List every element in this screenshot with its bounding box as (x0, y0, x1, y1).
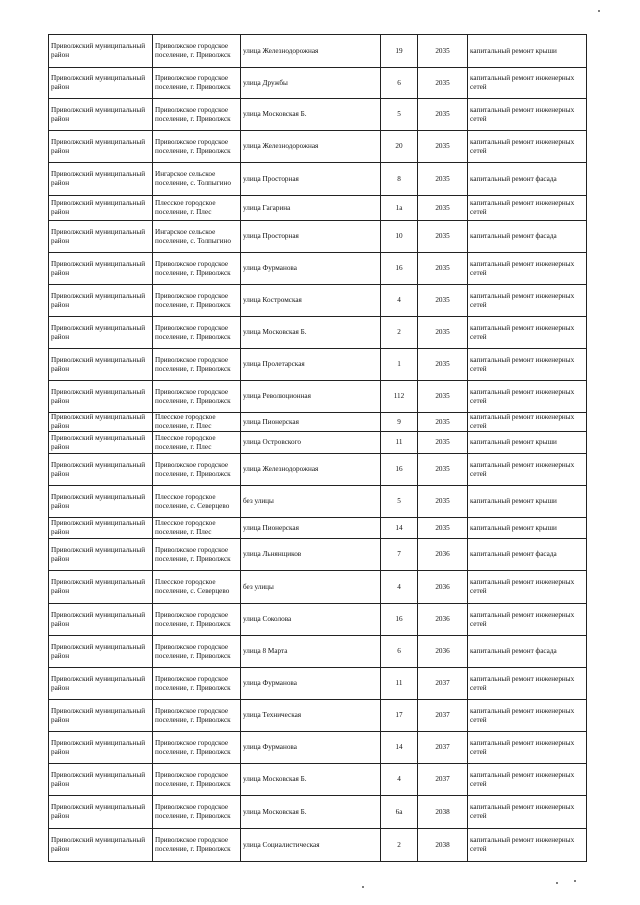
district-cell: Приволжский муниципальный район (49, 571, 153, 604)
year-cell: 2036 (418, 539, 468, 571)
settlement-cell: Приволжское городское поселение, г. Приволжск (153, 381, 241, 413)
year-cell: 2035 (418, 432, 468, 454)
house-number-cell: 6 (381, 68, 418, 99)
street-cell: улица Пионерская (241, 413, 381, 432)
street-cell: без улицы (241, 571, 381, 604)
work-type-cell: капитальный ремонт инженерных сетей (468, 68, 587, 99)
settlement-cell: Приволжское городское поселение, г. Приволжск (153, 668, 241, 700)
settlement-cell: Приволжское городское поселение, г. Приволжск (153, 829, 241, 862)
house-number-cell: 2 (381, 317, 418, 349)
district-cell: Приволжский муниципальный район (49, 413, 153, 432)
settlement-cell: Приволжское городское поселение, г. Приволжск (153, 732, 241, 764)
street-cell: без улицы (241, 486, 381, 518)
table-row (49, 221, 587, 253)
house-number-cell: 5 (381, 99, 418, 131)
work-type-cell: капитальный ремонт крыши (468, 35, 587, 68)
street-cell: улица Техническая (241, 700, 381, 732)
year-cell: 2036 (418, 636, 468, 668)
table-row (49, 732, 587, 764)
year-cell: 2038 (418, 829, 468, 862)
work-type-cell: капитальный ремонт инженерных сетей (468, 99, 587, 131)
district-cell: Приволжский муниципальный район (49, 317, 153, 349)
house-number-cell: 6 (381, 636, 418, 668)
settlement-cell: Плесское городское поселение, г. Плес (153, 518, 241, 539)
settlement-cell: Приволжское городское поселение, г. Приволжск (153, 35, 241, 68)
street-cell: улица Революционная (241, 381, 381, 413)
settlement-cell: Приволжское городское поселение, г. Приволжск (153, 700, 241, 732)
table-row (49, 163, 587, 196)
street-cell: улица Железнодорожная (241, 131, 381, 163)
district-cell: Приволжский муниципальный район (49, 196, 153, 221)
street-cell: улица Железнодорожная (241, 454, 381, 486)
table-row (49, 486, 587, 518)
district-cell: Приволжский муниципальный район (49, 221, 153, 253)
district-cell: Приволжский муниципальный район (49, 636, 153, 668)
table-row (49, 796, 587, 829)
house-number-cell: 16 (381, 454, 418, 486)
house-number-cell: 17 (381, 700, 418, 732)
year-cell: 2035 (418, 99, 468, 131)
work-type-cell: капитальный ремонт фасада (468, 221, 587, 253)
house-number-cell: 16 (381, 604, 418, 636)
scan-speck (362, 886, 364, 888)
district-cell: Приволжский муниципальный район (49, 796, 153, 829)
work-type-cell: капитальный ремонт фасада (468, 163, 587, 196)
house-number-cell: 14 (381, 732, 418, 764)
district-cell: Приволжский муниципальный район (49, 35, 153, 68)
street-cell: улица Островского (241, 432, 381, 454)
year-cell: 2036 (418, 571, 468, 604)
work-type-cell: капитальный ремонт инженерных сетей (468, 131, 587, 163)
work-type-cell: капитальный ремонт инженерных сетей (468, 571, 587, 604)
year-cell: 2035 (418, 221, 468, 253)
table-row (49, 668, 587, 700)
street-cell: улица Социалистическая (241, 829, 381, 862)
table-row (49, 68, 587, 99)
table-row (49, 196, 587, 221)
year-cell: 2035 (418, 349, 468, 381)
year-cell: 2035 (418, 285, 468, 317)
settlement-cell: Приволжское городское поселение, г. Приволжск (153, 764, 241, 796)
house-number-cell: 4 (381, 571, 418, 604)
work-type-cell: капитальный ремонт инженерных сетей (468, 829, 587, 862)
table-row (49, 131, 587, 163)
table-row (49, 432, 587, 454)
work-type-cell: капитальный ремонт инженерных сетей (468, 349, 587, 381)
table-row (49, 764, 587, 796)
district-cell: Приволжский муниципальный район (49, 829, 153, 862)
table-row (49, 604, 587, 636)
district-cell: Приволжский муниципальный район (49, 381, 153, 413)
house-number-cell: 4 (381, 285, 418, 317)
district-cell: Приволжский муниципальный район (49, 253, 153, 285)
house-number-cell: 10 (381, 221, 418, 253)
settlement-cell: Ингарское сельское поселение, с. Толпыгино (153, 163, 241, 196)
work-type-cell: капитальный ремонт инженерных сетей (468, 413, 587, 432)
district-cell: Приволжский муниципальный район (49, 700, 153, 732)
district-cell: Приволжский муниципальный район (49, 454, 153, 486)
year-cell: 2035 (418, 518, 468, 539)
work-type-cell: капитальный ремонт инженерных сетей (468, 604, 587, 636)
street-cell: улица Дружбы (241, 68, 381, 99)
street-cell: улица Московская Б. (241, 99, 381, 131)
district-cell: Приволжский муниципальный район (49, 604, 153, 636)
table-row (49, 285, 587, 317)
work-type-cell: капитальный ремонт инженерных сетей (468, 732, 587, 764)
street-cell: улица Фурманова (241, 253, 381, 285)
table-row (49, 571, 587, 604)
year-cell: 2037 (418, 732, 468, 764)
district-cell: Приволжский муниципальный район (49, 668, 153, 700)
scan-speck (574, 880, 576, 882)
work-type-cell: капитальный ремонт фасада (468, 636, 587, 668)
street-cell: улица Пионерская (241, 518, 381, 539)
house-number-cell: 20 (381, 131, 418, 163)
street-cell: улица Соколова (241, 604, 381, 636)
district-cell: Приволжский муниципальный район (49, 432, 153, 454)
work-type-cell: капитальный ремонт инженерных сетей (468, 700, 587, 732)
year-cell: 2038 (418, 796, 468, 829)
house-number-cell: 11 (381, 432, 418, 454)
table-row (49, 829, 587, 862)
settlement-cell: Приволжское городское поселение, г. Приволжск (153, 131, 241, 163)
settlement-cell: Приволжское городское поселение, г. Приволжск (153, 317, 241, 349)
street-cell: улица Московская Б. (241, 796, 381, 829)
settlement-cell: Ингарское сельское поселение, с. Толпыгино (153, 221, 241, 253)
year-cell: 2035 (418, 163, 468, 196)
table-row (49, 381, 587, 413)
table-row (49, 413, 587, 432)
table-row (49, 349, 587, 381)
year-cell: 2035 (418, 35, 468, 68)
district-cell: Приволжский муниципальный район (49, 518, 153, 539)
settlement-cell: Приволжское городское поселение, г. Приволжск (153, 285, 241, 317)
house-number-cell: 1 (381, 349, 418, 381)
district-cell: Приволжский муниципальный район (49, 732, 153, 764)
settlement-cell: Плесское городское поселение, с. Северцево (153, 571, 241, 604)
settlement-cell: Приволжское городское поселение, г. Приволжск (153, 349, 241, 381)
street-cell: улица Гагарина (241, 196, 381, 221)
work-type-cell: капитальный ремонт инженерных сетей (468, 668, 587, 700)
district-cell: Приволжский муниципальный район (49, 163, 153, 196)
year-cell: 2035 (418, 196, 468, 221)
scan-speck (598, 10, 600, 12)
street-cell: улица Московская Б. (241, 764, 381, 796)
settlement-cell: Приволжское городское поселение, г. Приволжск (153, 253, 241, 285)
work-type-cell: капитальный ремонт инженерных сетей (468, 454, 587, 486)
house-number-cell: 16 (381, 253, 418, 285)
street-cell: улица Просторная (241, 163, 381, 196)
scan-speck (556, 882, 558, 884)
settlement-cell: Приволжское городское поселение, г. Приволжск (153, 539, 241, 571)
district-cell: Приволжский муниципальный район (49, 349, 153, 381)
work-type-cell: капитальный ремонт крыши (468, 486, 587, 518)
house-number-cell: 6а (381, 796, 418, 829)
street-cell: улица Просторная (241, 221, 381, 253)
table-row (49, 35, 587, 68)
district-cell: Приволжский муниципальный район (49, 764, 153, 796)
settlement-cell: Приволжское городское поселение, г. Приволжск (153, 796, 241, 829)
district-cell: Приволжский муниципальный район (49, 99, 153, 131)
house-number-cell: 19 (381, 35, 418, 68)
settlement-cell: Плесское городское поселение, с. Северцево (153, 486, 241, 518)
house-number-cell: 14 (381, 518, 418, 539)
table-body (49, 35, 587, 862)
district-cell: Приволжский муниципальный район (49, 486, 153, 518)
work-type-cell: капитальный ремонт инженерных сетей (468, 317, 587, 349)
district-cell: Приволжский муниципальный район (49, 131, 153, 163)
year-cell: 2035 (418, 381, 468, 413)
year-cell: 2035 (418, 68, 468, 99)
street-cell: улица Железнодорожная (241, 35, 381, 68)
street-cell: улица Фурманова (241, 668, 381, 700)
settlement-cell: Плесское городское поселение, г. Плес (153, 432, 241, 454)
work-type-cell: капитальный ремонт крыши (468, 432, 587, 454)
settlement-cell: Приволжское городское поселение, г. Приволжск (153, 604, 241, 636)
table-row (49, 518, 587, 539)
house-number-cell: 9 (381, 413, 418, 432)
settlement-cell: Приволжское городское поселение, г. Приволжск (153, 99, 241, 131)
work-type-cell: капитальный ремонт инженерных сетей (468, 796, 587, 829)
year-cell: 2035 (418, 317, 468, 349)
settlement-cell: Приволжское городское поселение, г. Приволжск (153, 68, 241, 99)
work-type-cell: капитальный ремонт инженерных сетей (468, 253, 587, 285)
year-cell: 2036 (418, 604, 468, 636)
street-cell: улица 8 Марта (241, 636, 381, 668)
house-number-cell: 112 (381, 381, 418, 413)
house-number-cell: 2 (381, 829, 418, 862)
house-number-cell: 7 (381, 539, 418, 571)
house-number-cell: 11 (381, 668, 418, 700)
street-cell: улица Пролетарская (241, 349, 381, 381)
work-type-cell: капитальный ремонт инженерных сетей (468, 381, 587, 413)
house-number-cell: 4 (381, 764, 418, 796)
street-cell: улица Московская Б. (241, 317, 381, 349)
table-row (49, 636, 587, 668)
table-row (49, 700, 587, 732)
table-row (49, 99, 587, 131)
year-cell: 2037 (418, 764, 468, 796)
settlement-cell: Приволжское городское поселение, г. Приволжск (153, 636, 241, 668)
year-cell: 2035 (418, 486, 468, 518)
street-cell: улица Льнянщиков (241, 539, 381, 571)
year-cell: 2035 (418, 253, 468, 285)
work-type-cell: капитальный ремонт инженерных сетей (468, 764, 587, 796)
street-cell: улица Фурманова (241, 732, 381, 764)
street-cell: улица Костромская (241, 285, 381, 317)
district-cell: Приволжский муниципальный район (49, 539, 153, 571)
work-type-cell: капитальный ремонт инженерных сетей (468, 285, 587, 317)
year-cell: 2035 (418, 413, 468, 432)
year-cell: 2035 (418, 131, 468, 163)
house-number-cell: 1а (381, 196, 418, 221)
settlement-cell: Приволжское городское поселение, г. Приволжск (153, 454, 241, 486)
housing-repair-table (48, 34, 587, 862)
work-type-cell: капитальный ремонт фасада (468, 539, 587, 571)
district-cell: Приволжский муниципальный район (49, 68, 153, 99)
table-row (49, 539, 587, 571)
settlement-cell: Плесское городское поселение, г. Плес (153, 413, 241, 432)
year-cell: 2037 (418, 668, 468, 700)
house-number-cell: 5 (381, 486, 418, 518)
table-row (49, 317, 587, 349)
district-cell: Приволжский муниципальный район (49, 285, 153, 317)
table-row (49, 454, 587, 486)
year-cell: 2035 (418, 454, 468, 486)
work-type-cell: капитальный ремонт инженерных сетей (468, 196, 587, 221)
settlement-cell: Плесское городское поселение, г. Плес (153, 196, 241, 221)
year-cell: 2037 (418, 700, 468, 732)
work-type-cell: капитальный ремонт крыши (468, 518, 587, 539)
table-row (49, 253, 587, 285)
house-number-cell: 8 (381, 163, 418, 196)
